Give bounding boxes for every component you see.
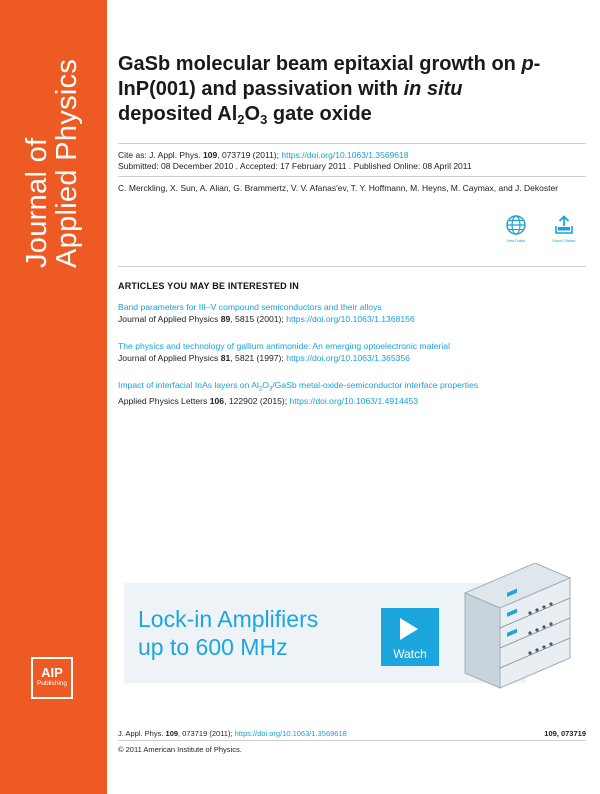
related-article bbox=[118, 341, 588, 364]
meta-divider bbox=[118, 176, 586, 177]
publication-dates: Submitted: 08 December 2010 . Accepted: 17 February 2011 . Published Online: 08 April 2011 bbox=[118, 161, 472, 171]
view-online-button[interactable] bbox=[496, 214, 536, 243]
related-article bbox=[118, 380, 518, 408]
watch-video-button[interactable] bbox=[381, 608, 439, 666]
export-citation-button[interactable] bbox=[544, 214, 584, 243]
footer-doi-link[interactable]: https://doi.org/10.1063/1.3569618 bbox=[234, 729, 347, 738]
related-article-citation: Applied Physics Letters 106, 122902 (2015); https://doi.org/10.1063/1.4914453 bbox=[118, 396, 419, 407]
related-article-title[interactable]: Impact of interfacial InAs layers on $Al_2O_3$/GaSb metal-oxide-semiconductor interface properties bbox=[118, 380, 479, 393]
aip-logo-subtext: Publishing bbox=[37, 680, 67, 687]
ad-headline bbox=[138, 605, 318, 661]
related-article-doi-link[interactable]: https://doi.org/10.1063/1.4914453 bbox=[289, 396, 419, 407]
related-article-title[interactable]: Band parameters for III–V compound semiconductors and their alloys bbox=[118, 302, 382, 312]
title-divider bbox=[118, 143, 586, 144]
journal-sidebar bbox=[0, 0, 107, 794]
footer-citation: J. Appl. Phys. 109, 073719 (2011); https://doi.org/10.1063/1.3569618 bbox=[118, 729, 347, 738]
footer-divider bbox=[118, 740, 586, 741]
globe-icon bbox=[505, 214, 527, 236]
related-article-citation: Journal of Applied Physics 89, 5815 (2001); https://doi.org/10.1063/1.1368156 bbox=[118, 313, 415, 324]
related-articles-heading: ARTICLES YOU MAY BE INTERESTED IN bbox=[118, 281, 299, 291]
play-icon bbox=[400, 618, 418, 640]
related-article bbox=[118, 302, 588, 325]
ad-headline-line1: Lock-in Amplifiers bbox=[138, 606, 319, 632]
export-citation-label: Export Citation bbox=[552, 239, 576, 243]
watch-label: Watch bbox=[393, 647, 427, 661]
article-title: GaSb molecular beam epitaxial growth on p-InP(001) and passivation with in situ deposited $Al_2O_3$ gate oxide bbox=[118, 53, 541, 127]
aip-publishing-logo[interactable] bbox=[31, 657, 73, 699]
related-article-doi-link[interactable]: https://doi.org/10.1063/1.1368156 bbox=[286, 313, 415, 324]
export-icon bbox=[553, 214, 575, 236]
journal-name-line1: Journal of bbox=[21, 137, 53, 268]
copyright-notice: © 2011 American Institute of Physics. bbox=[118, 745, 242, 754]
aip-logo-text: AIP bbox=[41, 665, 63, 680]
cite-as: Cite as: J. Appl. Phys. 109, 073719 (2011); https://doi.org/10.1063/1.3569618 bbox=[118, 150, 409, 160]
journal-name bbox=[22, 18, 86, 268]
author-list: C. Merckling, X. Sun, A. Alian, G. Brammertz, V. V. Afanas'ev, T. Y. Hoffmann, M. Heyns, M. Caymax, and J. Dekoster bbox=[118, 183, 559, 193]
journal-name-line2: Applied Physics bbox=[51, 58, 83, 268]
related-article-doi-link[interactable]: https://doi.org/10.1063/1.365356 bbox=[286, 352, 410, 363]
section-divider bbox=[118, 266, 586, 267]
related-article-title[interactable]: The physics and technology of gallium antimonide: An emerging optoelectronic material bbox=[118, 341, 451, 351]
article-doi-link[interactable]: https://doi.org/10.1063/1.3569618 bbox=[281, 150, 409, 160]
view-online-label: View Online bbox=[506, 239, 526, 243]
ad-headline-line2: up to 600 MHz bbox=[138, 634, 288, 660]
instrument-rack-illustration bbox=[455, 563, 575, 693]
related-article-citation: Journal of Applied Physics 81, 5821 (1997); https://doi.org/10.1063/1.365356 bbox=[118, 352, 410, 363]
footer-page-reference: 109, 073719 bbox=[544, 729, 586, 738]
